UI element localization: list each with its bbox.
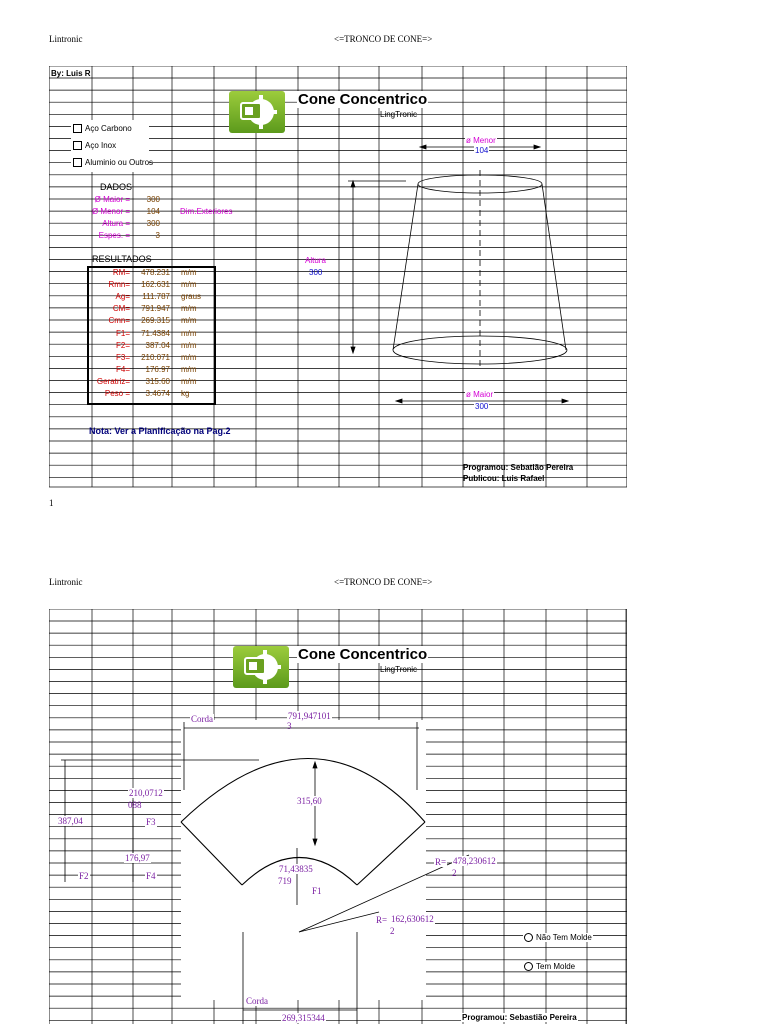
lingtronic-logo-2 [233, 646, 289, 688]
rm-value-tail: 2 [452, 868, 457, 878]
sheet-subtitle: LingTronic [380, 110, 418, 119]
radio-tem-molde[interactable] [523, 962, 576, 971]
cone-right-side [542, 184, 566, 350]
result-unit: graus [181, 292, 202, 302]
page2-header-title: <=TRONCO DE CONE=> [334, 577, 433, 587]
corda2-label: Corda [246, 996, 268, 1006]
nota-text: Nota: Ver a Planificação na Pag.2 [89, 426, 231, 436]
altura-value: 300 [309, 268, 323, 277]
gear-icon [233, 646, 289, 688]
result-value: 478.231 [141, 268, 170, 277]
input-value[interactable]: 3 [155, 231, 160, 240]
radio-icon[interactable] [524, 962, 533, 971]
input-value[interactable]: 104 [146, 207, 160, 216]
result-unit: m/m [181, 328, 197, 338]
menor-label: ø Menor [466, 136, 496, 145]
cone-left-side [393, 184, 418, 350]
checkbox-aluminio[interactable] [73, 158, 153, 167]
corda-label: Corda [191, 714, 213, 724]
lingtronic-logo [229, 91, 285, 133]
input-value[interactable]: 300 [146, 195, 160, 204]
arrow-icon [351, 347, 355, 353]
result-label: F3= [115, 352, 130, 362]
result-label: Ag= [115, 292, 130, 302]
maior-label: ø Maior [466, 390, 494, 399]
result-value: 71.4384 [141, 328, 170, 338]
result-label: Peso = [104, 389, 130, 398]
sheet-title: Cone Concentrico [298, 91, 428, 108]
page-header-title: <=TRONCO DE CONE=> [334, 34, 433, 44]
result-value: 162.631 [141, 280, 170, 290]
result-unit: m/m [181, 304, 197, 314]
radio-nao-tem-molde[interactable] [523, 933, 593, 942]
radio-icon[interactable] [524, 933, 533, 942]
f3-value-tail: 088 [128, 800, 142, 810]
f3-label: F3 [146, 817, 156, 827]
result-unit: m/m [181, 268, 197, 277]
dados-title: DADOS [100, 182, 133, 192]
result-unit: m/m [181, 352, 197, 362]
result-label: CM= [112, 304, 130, 314]
menor-value: 104 [475, 146, 489, 155]
publicou-text: Publicou: Luis Rafael [463, 474, 545, 483]
programou2-text: Programou: Sebastião Pereira [462, 1013, 577, 1022]
input-note: Dim.Exteriores [180, 207, 233, 216]
result-label: F1= [115, 328, 130, 338]
page-header-left: Lintronic [49, 34, 83, 44]
rm-label: R= [435, 857, 447, 867]
f1-value-tail: 719 [278, 876, 292, 886]
rmn-value-tail: 2 [390, 926, 395, 936]
f2-label: F2 [79, 871, 89, 881]
radio-label: Não Tem Molde [536, 933, 592, 942]
result-unit: m/m [181, 376, 197, 386]
maior-value: 300 [475, 402, 489, 411]
resultados-title: RESULTADOS [92, 254, 152, 264]
rmn-value: 162,630612 [391, 914, 434, 924]
result-value: 387.04 [145, 340, 170, 350]
result-unit: m/m [181, 340, 197, 350]
page2-header-left: Lintronic [49, 577, 83, 587]
page-number: 1 [49, 498, 54, 508]
rmn-label: R= [376, 915, 388, 925]
input-label: Altura = [102, 219, 130, 228]
arrow-icon [562, 399, 568, 403]
result-label: Rmn= [108, 280, 130, 290]
checkbox-box[interactable] [73, 158, 82, 167]
result-value: 3.4674 [145, 389, 170, 398]
f4-value: 176,97 [125, 853, 150, 863]
arrow-icon [396, 399, 402, 403]
sheet2-subtitle: LingTronic [380, 665, 418, 674]
result-value: 269.315 [141, 316, 170, 326]
input-label: Ø Maior = [94, 195, 130, 204]
checkbox-aco-carbono[interactable] [73, 124, 132, 133]
cm-value-tail: 3 [287, 721, 292, 731]
checkbox-label: Aço Carbono [85, 124, 132, 133]
radio-label: Tem Molde [536, 962, 576, 971]
geratriz-value: 315,60 [297, 796, 322, 806]
gear-icon [229, 91, 285, 133]
result-unit: m/m [181, 364, 197, 374]
result-label: F2= [115, 340, 130, 350]
input-label: Ø Menor = [91, 207, 130, 216]
altura-label: Altura [305, 256, 326, 265]
arrow-icon [351, 181, 355, 187]
cm-value: 791,947101 [288, 711, 331, 721]
author-label: By: Luis R [51, 69, 91, 78]
result-value: 111.787 [142, 292, 170, 302]
arrow-icon [534, 145, 540, 149]
sheet2-title: Cone Concentrico [298, 646, 428, 663]
arrow-icon [420, 145, 426, 149]
checkbox-box[interactable] [73, 124, 82, 133]
f3-value: 210,0712 [129, 788, 163, 798]
programou-text: Programou: Sebatião Pereira [463, 463, 574, 472]
result-label: F4= [115, 364, 130, 374]
checkbox-label: Aluminio ou Outros [85, 158, 154, 167]
result-label: Cmn= [108, 316, 130, 326]
result-value: 176.97 [145, 364, 170, 374]
result-value: 791.947 [141, 304, 170, 314]
result-unit: m/m [181, 280, 197, 290]
result-value: 315.60 [145, 376, 170, 386]
input-value[interactable]: 300 [146, 219, 160, 228]
checkbox-box[interactable] [73, 141, 82, 150]
result-unit: kg [181, 389, 190, 398]
f1-value: 71,43835 [279, 864, 313, 874]
result-label: Geratriz= [96, 376, 130, 386]
checkbox-aco-inox[interactable] [73, 141, 116, 150]
f1-label: F1 [312, 886, 322, 896]
cmn-value: 269,315344 [282, 1013, 325, 1023]
cone-drawing [340, 135, 580, 415]
checkbox-label: Aço Inox [85, 141, 117, 150]
f4-label: F4 [146, 871, 156, 881]
rm-value: 478,230612 [453, 856, 496, 866]
f2-value: 387,04 [58, 816, 83, 826]
result-label: RM= [112, 268, 130, 277]
input-label: Espes. = [98, 231, 130, 240]
result-unit: m/m [181, 316, 197, 326]
result-value: 210.071 [141, 352, 170, 362]
